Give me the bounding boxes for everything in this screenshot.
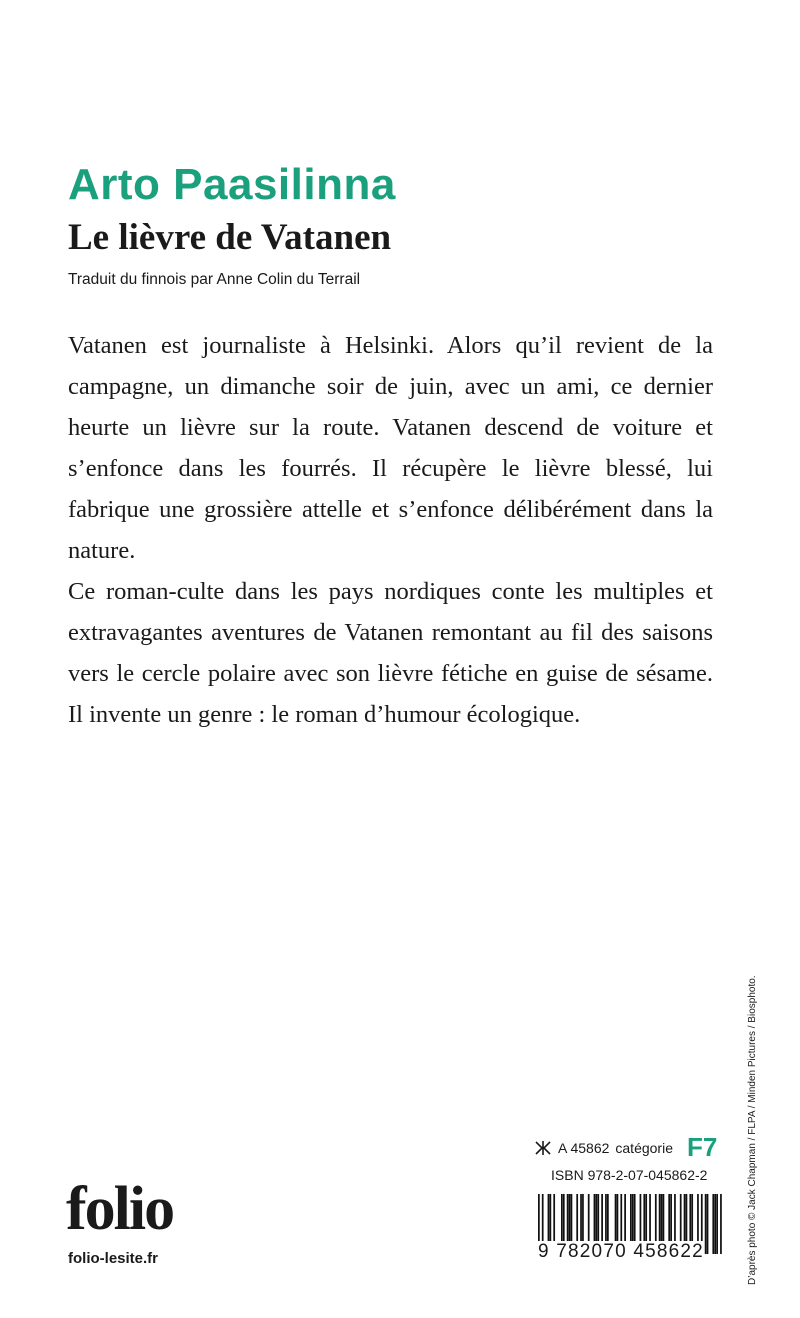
- isbn: ISBN 978-2-07-045862-2: [551, 1167, 708, 1183]
- blurb: [68, 325, 713, 735]
- catalog-line: [534, 1132, 717, 1163]
- category-label: catégorie: [615, 1139, 673, 1156]
- barcode-digits: 9 782070 458622: [538, 1241, 704, 1262]
- author-name: Arto Paasilinna: [68, 160, 396, 209]
- catalog-code: A 45862: [558, 1139, 610, 1156]
- category-value: F7: [686, 1132, 718, 1162]
- website-link: folio-lesite.fr: [68, 1250, 159, 1267]
- translator-credit: Traduit du finnois par Anne Colin du Terrail: [68, 271, 361, 288]
- gallimard-monogram-icon: [534, 1140, 552, 1156]
- blurb-paragraph: Vatanen est journaliste à Helsinki. Alors qu’il revient de la campagne, un dimanche soir de juin, avec un ami, ce dernier heurte un lièvre sur la route. Vatanen descend de voiture et s’enfonce dans les fourrés. Il récupère le lièvre blessé, lui fabrique une grossière attelle et s’enfonce délibérément dans la nature.: [68, 332, 713, 564]
- photo-credit: D’après photo © Jack Chapman / FLPA / Minden Pictures / Biosphoto.: [747, 975, 758, 1285]
- folio-logo: folio: [66, 1175, 174, 1243]
- book-title: Le lièvre de Vatanen: [68, 217, 392, 258]
- blurb-paragraph: Ce roman-culte dans les pays nordiques conte les multiples et extravagantes aventures de Vatanen remontant au fil des saisons vers le cercle polaire avec son lièvre fétiche en guise de sésame. Il invente un genre : le roman d’humour écologique.: [68, 578, 713, 728]
